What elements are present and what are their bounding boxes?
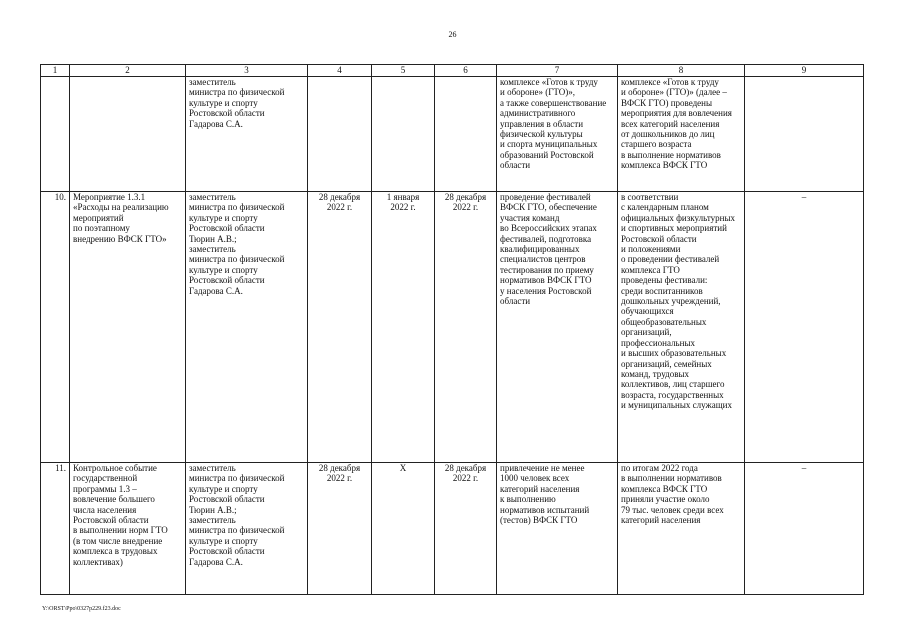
column-number: 7 [497, 65, 618, 77]
row-number [41, 77, 70, 192]
notes-cell: – [745, 463, 864, 595]
end-date-cell: 28 декабря 2022 г. [435, 192, 497, 463]
row-number: 10. [41, 192, 70, 463]
column-number: 8 [618, 65, 745, 77]
responsible-cell: заместитель министра по физической культуре и спорту Ростовской области Тюрин А.В.; заместитель министра по физической культуре и спорту Ростовской области Гадарова С.А. [186, 192, 308, 463]
event-name-cell: Контрольное событие государственной программы 1.3 – вовлечение большего числа населения Ростовской области в выполнении норм ГТО (в том числе внедрение комплекса в трудовых коллективах) [70, 463, 186, 595]
start-date-cell: 1 января 2022 г. [372, 192, 435, 463]
column-number: 2 [70, 65, 186, 77]
end-date-cell [435, 77, 497, 192]
event-name-cell [70, 77, 186, 192]
responsible-cell: заместитель министра по физической культуре и спорту Ростовской области Тюрин А.В.; заместитель министра по физической культуре и спорту Ростовской области Гадарова С.А. [186, 463, 308, 595]
column-number: 1 [41, 65, 70, 77]
page-number: 26 [448, 30, 457, 39]
column-number-row [41, 65, 864, 77]
column-number: 5 [372, 65, 435, 77]
planned-result-cell: комплексе «Готов к труду и обороне» (ГТО)», а также совершенствование административного управления в области физической культуры и спорта муниципальных образований Ростовской области [497, 77, 618, 192]
notes-cell: – [745, 192, 864, 463]
start-date-cell: Х [372, 463, 435, 595]
start-date-cell [372, 77, 435, 192]
table-row [41, 192, 864, 463]
footer-file-path: Y:\ORST\Ppo\0327p229.f23.doc [42, 606, 121, 612]
column-number: 4 [308, 65, 372, 77]
column-number: 6 [435, 65, 497, 77]
table-row [41, 77, 864, 192]
notes-cell [745, 77, 864, 192]
row-number: 11. [41, 463, 70, 595]
column-number: 3 [186, 65, 308, 77]
responsible-cell: заместитель министра по физической культуре и спорту Ростовской области Гадарова С.А. [186, 77, 308, 192]
planned-date-cell [308, 77, 372, 192]
planned-result-cell: привлечение не менее 1000 человек всех категорий населения к выполнению нормативов испытаний (тестов) ВФСК ГТО [497, 463, 618, 595]
column-number: 9 [745, 65, 864, 77]
planned-date-cell: 28 декабря 2022 г. [308, 192, 372, 463]
actual-result-cell: по итогам 2022 года в выполнении нормативов комплекса ВФСК ГТО приняли участие около 79 тыс. человек среди всех категорий населения [618, 463, 745, 595]
table-row [41, 463, 864, 595]
planned-date-cell: 28 декабря 2022 г. [308, 463, 372, 595]
planned-result-cell: проведение фестивалей ВФСК ГТО, обеспечение участия команд во Всероссийских этапах фестивалей, подготовка квалифицированных специалистов центров тестирования по приему нормативов ВФСК ГТО у населения Ростовской области [497, 192, 618, 463]
end-date-cell: 28 декабря 2022 г. [435, 463, 497, 595]
actual-result-cell: комплексе «Готов к труду и обороне» (ГТО)» (далее – ВФСК ГТО) проведены мероприятия для вовлечения всех категорий населения от дошкольников до лиц старшего возраста в выполнение нормативов комплекса ВФСК ГТО [618, 77, 745, 192]
event-name-cell: Мероприятие 1.3.1 «Расходы на реализацию мероприятий по поэтапному внедрению ВФСК ГТО» [70, 192, 186, 463]
actual-result-cell: в соответствии с календарным планом официальных физкультурных и спортивных мероприятий Ростовской области и положениями о проведении фестивалей комплекса ГТО проведены фестивали: среди воспитанников дошкольных учреждений, обучающихся общеобразовательных организаций, профессиональных и высших образовательных организаций, семейных команд, трудовых коллективов, лиц старшего возраста, государственных и муниципальных служащих [618, 192, 745, 463]
report-table [40, 64, 864, 595]
